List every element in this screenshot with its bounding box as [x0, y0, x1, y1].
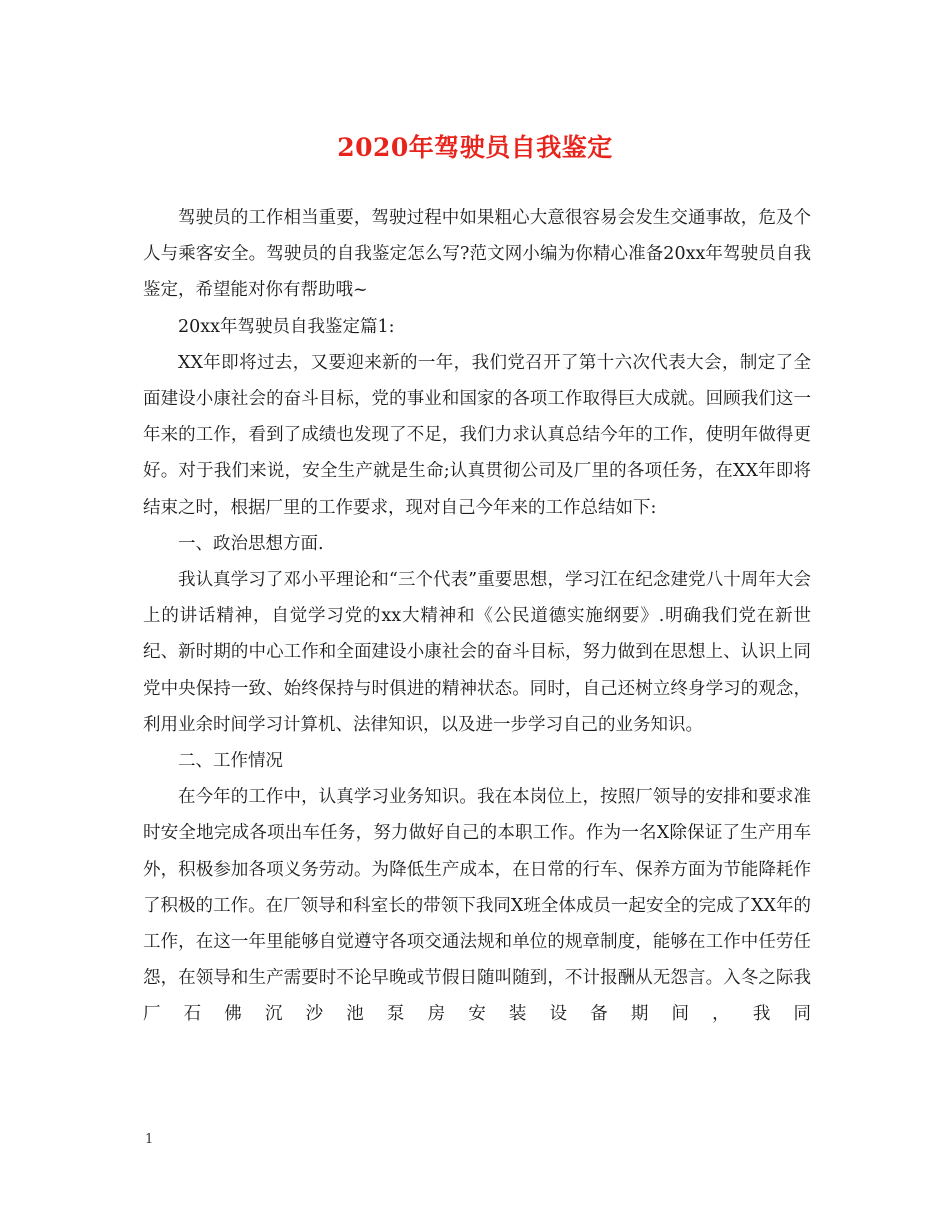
paragraph-heading-work: 二、工作情况: [178, 751, 283, 772]
paragraph-heading-politics: 一、政治思想方面.: [178, 533, 324, 554]
paragraph-intro: 驾驶员的工作相当重要，驾驶过程中如果粗心大意很容易会发生交通事故，危及个人与乘客安全。驾驶员的自我鉴定怎么写?范文网小编为你精心准备20xx年驾驶员自我鉴定，希望能对你有帮助哦~: [143, 208, 811, 301]
document-title: 2020年驾驶员自我鉴定: [337, 133, 613, 162]
paragraph-section-heading: 20xx年驾驶员自我鉴定篇1:: [178, 316, 395, 337]
paragraph-politics: 我认真学习了邓小平理论和“三个代表”重要思想，学习江在纪念建党八十周年大会上的讲话精神，自觉学习党的xx大精神和《公民道德实施纲要》.明确我们党在新世纪、新时期的中心工作和全面建设小康社会的奋斗目标，努力做到在思想上、认识上同党中央保持一致、始终保持与时俱进的精神状态。同时，自己还树立终身学习的观念，利用业余时间学习计算机、法律知识，以及进一步学习自己的业务知识。: [143, 570, 811, 735]
document-body: [143, 200, 811, 1033]
paragraph-overview: XX年即将过去，又要迎来新的一年，我们党召开了第十六次代表大会，制定了全面建设小康社会的奋斗目标，党的事业和国家的各项工作取得巨大成就。回顾我们这一年来的工作，看到了成绩也发现了不足，我们力求认真总结今年的工作，使明年做得更好。对于我们来说，安全生产就是生命;认真贯彻公司及厂里的各项任务，在XX年即将结束之时，根据厂里的工作要求，现对自己今年来的工作总结如下:: [143, 352, 811, 518]
paragraph-work: 在今年的工作中，认真学习业务知识。我在本岗位上，按照厂领导的安排和要求准时安全地完成各项出车任务，努力做好自己的本职工作。作为一名X除保证了生产用车外，积极参加各项义务劳动。为降低生产成本，在日常的行车、保养方面为节能降耗作了积极的工作。在厂领导和科室长的带领下我同X班全体成员一起安全的完成了XX年的工作，在这一年里能够自觉遵守各项交通法规和单位的规章制度，能够在工作中任劳任怨，在领导和生产需要时不论早晚或节假日随叫随到，不计报酬从无怨言。入冬之际我厂石佛沉沙池泵房安装设备期间，我同: [143, 787, 811, 1025]
page-number: 1: [145, 1132, 154, 1147]
